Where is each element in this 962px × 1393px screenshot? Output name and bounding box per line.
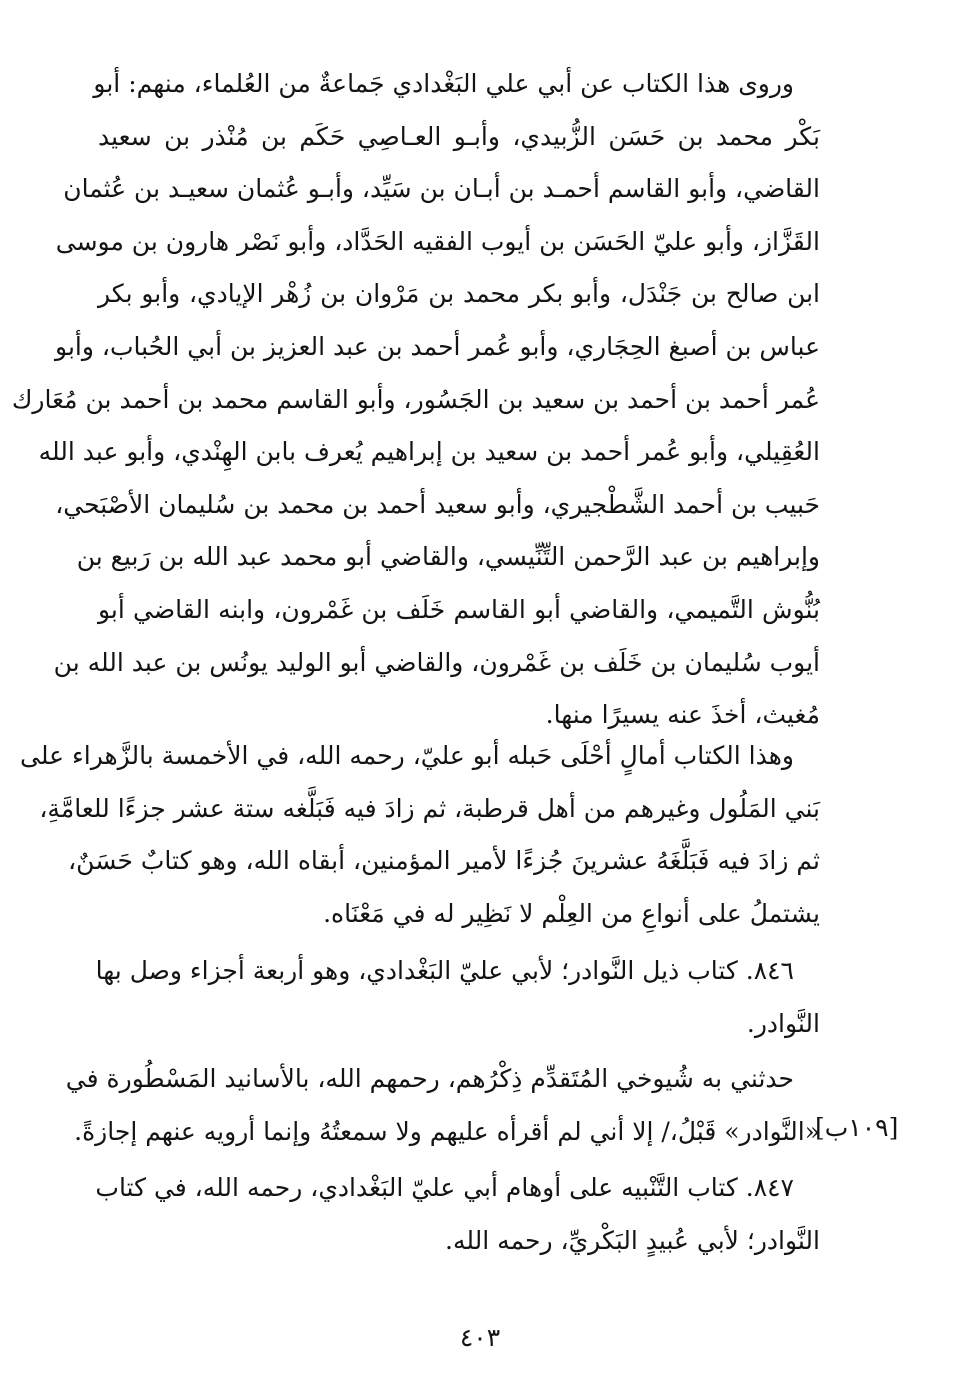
manuscript-folio-note: [١٠٩ب] <box>815 1113 899 1142</box>
text-line: حَبيب بن أحمد الشَّطْجيري، وأبو سعيد أحمد بن محمد بن سُليمان الأصْبَحي، <box>55 489 820 519</box>
text-line: مُغيث، أخذَ عنه يسيرًا منها. <box>545 700 820 730</box>
text-line: «النَّوادر» قَبْلُ،/ إلا أني لم أقرأه عليهم ولا سمعتُهُ وإنما أرويه عنهم إجازةً. <box>74 1116 820 1146</box>
text-line: بَني المَلُول وغيرهم من أهل قرطبة، ثم زادَ فيه فَبَلَّغه ستة عشر جزءًا للعامَّةِ، <box>39 793 820 823</box>
text-line: بُنُّوش التَّميمي، والقاضي أبو القاسم خَلَف بن غَمْرون، وابنه القاضي أبو <box>98 594 820 624</box>
text-line: القَزَّاز، وأبو عليّ الحَسَن بن أيوب الفقيه الحَدَّاد، وأبو نَصْر هارون بن موسى <box>55 226 820 256</box>
text-line: عُمر أحمد بن أحمد بن سعيد بن الجَسُور، وأبو القاسم محمد بن أحمد بن مُعَارك <box>11 384 820 414</box>
text-line: عباس بن أصبغ الحِجَاري، وأبو عُمر أحمد بن عبد العزيز بن أبي الحُباب، وأبو <box>55 331 820 361</box>
text-line: العُقِيلي، وأبو عُمر أحمد بن سعيد بن إبراهيم يُعرف بابن الهِنْدي، وأبو عبد الله <box>38 437 820 467</box>
text-line: ابن صالح بن جَنْدَل، وأبو بكر محمد بن مَرْوان بن زُهْر الإيادي، وأبو بكر <box>98 279 821 309</box>
text-line: يشتملُ على أنواعِ من العِلْم لا نَظِير له في مَعْنَاه. <box>323 898 820 928</box>
text-line: أيوب سُليمان بن خَلَف بن غَمْرون، والقاضي أبو الوليد يونُس بن عبد الله بن <box>53 647 820 677</box>
text-line: القاضي، وأبو القاسم أحمـد بن أبـان بن سَيِّد، وأبـو عُثمان سعيـد بن عُثمان <box>63 174 820 204</box>
text-line: وروى هذا الكتاب عن أبي علي البَغْدادي جَماعةٌ من العُلماء، منهم: أبو <box>93 69 794 98</box>
text-line: حدثني به شُيوخي المُتَقدِّم ذِكْرُهم، رحمهم الله، بالأسانيد المَسْطُورة في <box>65 1064 794 1093</box>
text-line: بَكْر محمد بن حَسَن الزُّبيدي، وأبـو العـاصِي حَكَم بن مُنْذر بن سعيد <box>98 121 820 151</box>
entry-846 <box>95 945 820 1050</box>
text-line: وهذا الكتاب أمالٍ أحْلَى حَبله أبو عليّ، رحمه الله، في الأخمسة بالزَّهراء على <box>20 741 794 770</box>
text-line: ٨٤٧. كتاب التَّنْبيه على أوهام أبي عليّ البَغْدادي، رحمه الله، في كتاب <box>95 1173 794 1202</box>
paragraph-transmission <box>65 1053 820 1158</box>
text-line: ٨٤٦. كتاب ذيل النَّوادر؛ لأبي عليّ البَغْدادي، وهو أربعة أجزاء وصل بها <box>95 956 794 985</box>
text-line: ثم زادَ فيه فَبَلَّغَهُ عشرينَ جُزءًا لأمير المؤمنين، أبقاه الله، وهو كتابٌ حَسَنٌ، <box>68 846 820 876</box>
text-line: النَّوادر؛ لأبي عُبيدٍ البَكْريِّ، رحمه الله. <box>445 1225 820 1255</box>
paragraph-book-description <box>20 730 820 940</box>
page-number: ٤٠٣ <box>459 1323 501 1352</box>
text-line: النَّوادر. <box>746 1008 820 1038</box>
text-line: وإبراهيم بن عبد الرَّحمن التِّنِّيسي، والقاضي أبو محمد عبد الله بن رَبيع بن <box>76 542 820 572</box>
paragraph-transmitters <box>11 58 821 742</box>
entry-847 <box>95 1162 820 1267</box>
